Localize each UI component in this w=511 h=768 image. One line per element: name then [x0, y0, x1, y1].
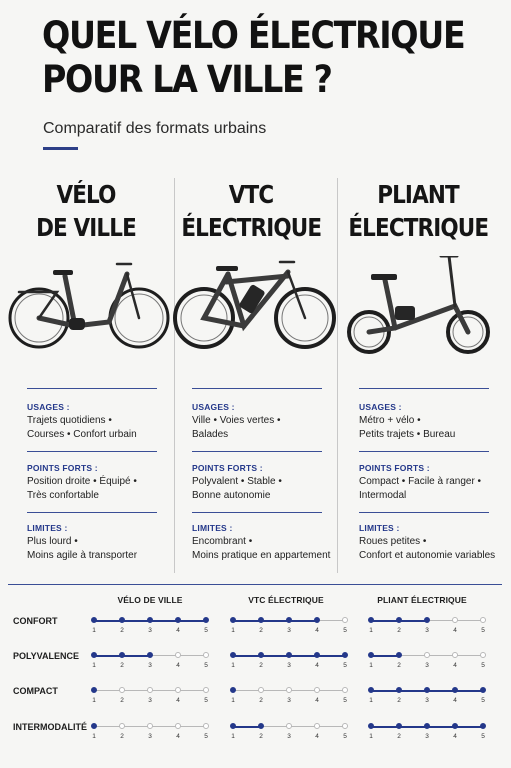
- rating-scale-number: 2: [259, 662, 263, 669]
- rating-scale-number: 4: [453, 627, 457, 634]
- rating-scale-number: 3: [148, 662, 152, 669]
- rating-scale-number: 2: [259, 627, 263, 634]
- rating-dot-filled: [286, 652, 292, 658]
- column-title: VÉLO DE VILLE: [36, 180, 136, 242]
- rating-dot-filled: [424, 723, 430, 729]
- rating-dot-filled: [452, 687, 458, 693]
- rating-scale-number: 1: [231, 733, 235, 740]
- limits-text: Roues petites • Confort et autonomie variables: [359, 536, 496, 561]
- strengths-text: Position droite • Équipé • Très confortable: [27, 476, 137, 501]
- page-title: [42, 14, 465, 102]
- rating-scale-number: 3: [425, 662, 429, 669]
- rating-scale-number: 3: [425, 627, 429, 634]
- rating-scale-number: 1: [92, 627, 96, 634]
- rating-dot-empty: [147, 723, 153, 729]
- usages-label: USAGES :: [192, 402, 235, 412]
- rating-scale-number: 2: [397, 662, 401, 669]
- rating-scale-number: 1: [231, 662, 235, 669]
- section-rule: [192, 451, 322, 452]
- rating-dot-filled: [91, 723, 97, 729]
- rating-dot-filled: [480, 723, 486, 729]
- rating-scale-number: 5: [204, 627, 208, 634]
- rating-row-label: COMPACT: [13, 686, 58, 696]
- section-rule: [27, 512, 157, 513]
- rating-dot-empty: [314, 687, 320, 693]
- section-rule: [359, 512, 489, 513]
- rating-scale-number: 5: [481, 662, 485, 669]
- rating-scale-number: 2: [120, 697, 124, 704]
- rating-scale-number: 4: [453, 733, 457, 740]
- rating-dot-filled: [480, 687, 486, 693]
- column-city-bike: [5, 178, 167, 578]
- strengths-text: Compact • Facile à ranger • Intermodal: [359, 476, 482, 501]
- rating-dot-filled: [424, 617, 430, 623]
- section-rule: [192, 512, 322, 513]
- limits-text: Encombrant • Moins pratique en appartement: [192, 536, 331, 561]
- strengths-label: POINTS FORTS :: [27, 463, 98, 473]
- usages-text: Trajets quotidiens • Courses • Confort urbain: [27, 415, 137, 440]
- rating-fill: [233, 620, 317, 622]
- rating-dot-empty: [119, 687, 125, 693]
- rating-dot-filled: [396, 723, 402, 729]
- rating-dot-filled: [175, 617, 181, 623]
- rating-dot-empty: [258, 687, 264, 693]
- rating-dot-filled: [91, 652, 97, 658]
- page-subtitle: Comparatif des formats urbains: [43, 120, 267, 137]
- strengths-label: POINTS FORTS :: [359, 463, 430, 473]
- section-rule: [27, 388, 157, 389]
- rating-scale-number: 2: [397, 733, 401, 740]
- rating-dot-filled: [119, 652, 125, 658]
- rating-dot-empty: [342, 687, 348, 693]
- rating-dot-empty: [175, 723, 181, 729]
- rating-dot-filled: [230, 687, 236, 693]
- rating-dot-filled: [452, 723, 458, 729]
- section-rule: [359, 388, 489, 389]
- rating-scale-number: 3: [287, 697, 291, 704]
- rating-scale-number: 2: [397, 697, 401, 704]
- rating-dot-filled: [230, 723, 236, 729]
- rating-scale-number: 4: [176, 627, 180, 634]
- rating-scale-number: 5: [204, 662, 208, 669]
- comparison-header: PLIANT ÉLECTRIQUE: [377, 595, 467, 605]
- folding-bike-icon: [337, 256, 505, 366]
- rating-scale-number: 1: [92, 733, 96, 740]
- limits-label: LIMITES :: [192, 523, 233, 533]
- comparison-table-rule: [8, 584, 502, 585]
- rating-scale-number: 5: [343, 697, 347, 704]
- rating-scale: [233, 616, 351, 646]
- city-bike-icon: [5, 256, 173, 366]
- rating-scale: [94, 722, 212, 752]
- rating-scale-number: 4: [176, 662, 180, 669]
- rating-scale: [371, 616, 489, 646]
- rating-dot-empty: [452, 652, 458, 658]
- rating-dot-filled: [147, 617, 153, 623]
- rating-dot-filled: [314, 652, 320, 658]
- rating-scale-number: 5: [343, 733, 347, 740]
- column-folding-bike: [337, 178, 499, 578]
- rating-scale-number: 5: [343, 627, 347, 634]
- comparison-header: VTC ÉLECTRIQUE: [248, 595, 324, 605]
- rating-dot-empty: [203, 723, 209, 729]
- rating-scale-number: 5: [343, 662, 347, 669]
- rating-scale-number: 1: [369, 627, 373, 634]
- section-rule: [27, 451, 157, 452]
- rating-dot-filled: [368, 652, 374, 658]
- rating-dot-filled: [314, 617, 320, 623]
- rating-scale: [233, 722, 351, 752]
- rating-dot-empty: [286, 687, 292, 693]
- rating-dot-empty: [203, 652, 209, 658]
- rating-scale-number: 2: [120, 627, 124, 634]
- rating-dot-empty: [424, 652, 430, 658]
- rating-scale: [94, 651, 212, 681]
- accent-bar: [43, 147, 78, 150]
- rating-scale-number: 5: [481, 733, 485, 740]
- rating-scale-number: 1: [92, 697, 96, 704]
- rating-scale-number: 3: [148, 627, 152, 634]
- rating-dot-filled: [368, 687, 374, 693]
- rating-scale-number: 3: [425, 733, 429, 740]
- rating-scale-number: 4: [176, 733, 180, 740]
- rating-scale-number: 4: [453, 662, 457, 669]
- rating-dot-filled: [119, 617, 125, 623]
- usages-label: USAGES :: [359, 402, 402, 412]
- column-title: PLIANT ÉLECTRIQUE: [348, 180, 489, 242]
- rating-scale-number: 3: [425, 697, 429, 704]
- rating-scale-number: 1: [369, 662, 373, 669]
- rating-row-label: POLYVALENCE: [13, 651, 80, 661]
- rating-dot-filled: [342, 652, 348, 658]
- rating-dot-filled: [396, 617, 402, 623]
- rating-scale-number: 3: [287, 627, 291, 634]
- rating-row-label: INTERMODALITÉ: [13, 722, 87, 732]
- rating-scale-number: 1: [231, 627, 235, 634]
- rating-scale: [233, 686, 351, 716]
- rating-dot-empty: [147, 687, 153, 693]
- rating-dot-filled: [396, 652, 402, 658]
- usages-label: USAGES :: [27, 402, 70, 412]
- rating-scale: [371, 722, 489, 752]
- rating-dot-empty: [203, 687, 209, 693]
- rating-dot-filled: [203, 617, 209, 623]
- rating-scale-number: 2: [259, 697, 263, 704]
- rating-dot-filled: [368, 617, 374, 623]
- rating-scale: [94, 686, 212, 716]
- rating-fill: [371, 655, 399, 657]
- rating-scale-number: 5: [481, 697, 485, 704]
- rating-scale-number: 5: [204, 697, 208, 704]
- title-line: QUEL VÉLO ÉLECTRIQUE: [42, 14, 465, 57]
- limits-label: LIMITES :: [27, 523, 68, 533]
- rating-dot-filled: [91, 617, 97, 623]
- rating-dot-empty: [286, 723, 292, 729]
- rating-scale-number: 1: [369, 697, 373, 704]
- rating-scale-number: 3: [287, 662, 291, 669]
- rating-dot-filled: [147, 652, 153, 658]
- rating-scale-number: 1: [92, 662, 96, 669]
- rating-dot-empty: [480, 617, 486, 623]
- hybrid-bike-icon: [170, 256, 338, 366]
- rating-scale-number: 2: [397, 627, 401, 634]
- rating-scale-number: 5: [481, 627, 485, 634]
- rating-dot-empty: [119, 723, 125, 729]
- rating-dot-filled: [368, 723, 374, 729]
- rating-scale: [233, 651, 351, 681]
- rating-scale-number: 3: [287, 733, 291, 740]
- rating-scale-number: 4: [315, 697, 319, 704]
- rating-scale: [371, 651, 489, 681]
- rating-scale: [94, 616, 212, 646]
- rating-dot-filled: [286, 617, 292, 623]
- column-title: VTC ÉLECTRIQUE: [181, 180, 322, 242]
- rating-dot-filled: [258, 617, 264, 623]
- rating-dot-empty: [480, 652, 486, 658]
- rating-dot-filled: [230, 617, 236, 623]
- rating-scale: [371, 686, 489, 716]
- rating-scale-number: 4: [315, 662, 319, 669]
- rating-scale-number: 2: [120, 662, 124, 669]
- rating-scale-number: 5: [204, 733, 208, 740]
- rating-row-label: CONFORT: [13, 616, 58, 626]
- rating-scale-number: 2: [259, 733, 263, 740]
- rating-scale-number: 2: [120, 733, 124, 740]
- rating-scale-number: 4: [315, 627, 319, 634]
- rating-scale-number: 3: [148, 697, 152, 704]
- rating-fill: [233, 726, 261, 728]
- rating-dot-empty: [342, 723, 348, 729]
- rating-dot-empty: [452, 617, 458, 623]
- rating-dot-filled: [258, 652, 264, 658]
- column-hybrid-bike: [170, 178, 332, 578]
- limits-label: LIMITES :: [359, 523, 400, 533]
- rating-dot-filled: [230, 652, 236, 658]
- strengths-text: Polyvalent • Stable • Bonne autonomie: [192, 476, 282, 501]
- strengths-label: POINTS FORTS :: [192, 463, 263, 473]
- rating-dot-filled: [91, 687, 97, 693]
- limits-text: Plus lourd • Moins agile à transporter: [27, 536, 138, 561]
- rating-dot-empty: [175, 652, 181, 658]
- rating-dot-empty: [342, 617, 348, 623]
- section-rule: [192, 388, 322, 389]
- rating-dot-filled: [396, 687, 402, 693]
- rating-scale-number: 1: [369, 733, 373, 740]
- section-rule: [359, 451, 489, 452]
- rating-dot-filled: [258, 723, 264, 729]
- rating-scale-number: 4: [176, 697, 180, 704]
- title-line: POUR LA VILLE ?: [42, 58, 332, 101]
- usages-text: Ville • Voies vertes • Balades: [192, 415, 281, 440]
- rating-dot-empty: [175, 687, 181, 693]
- rating-scale-number: 4: [453, 697, 457, 704]
- rating-dot-filled: [424, 687, 430, 693]
- rating-scale-number: 3: [148, 733, 152, 740]
- rating-dot-empty: [314, 723, 320, 729]
- rating-scale-number: 4: [315, 733, 319, 740]
- comparison-header: VÉLO DE VILLE: [117, 595, 183, 605]
- rating-scale-number: 1: [231, 697, 235, 704]
- usages-text: Métro + vélo • Petits trajets • Bureau: [359, 415, 456, 440]
